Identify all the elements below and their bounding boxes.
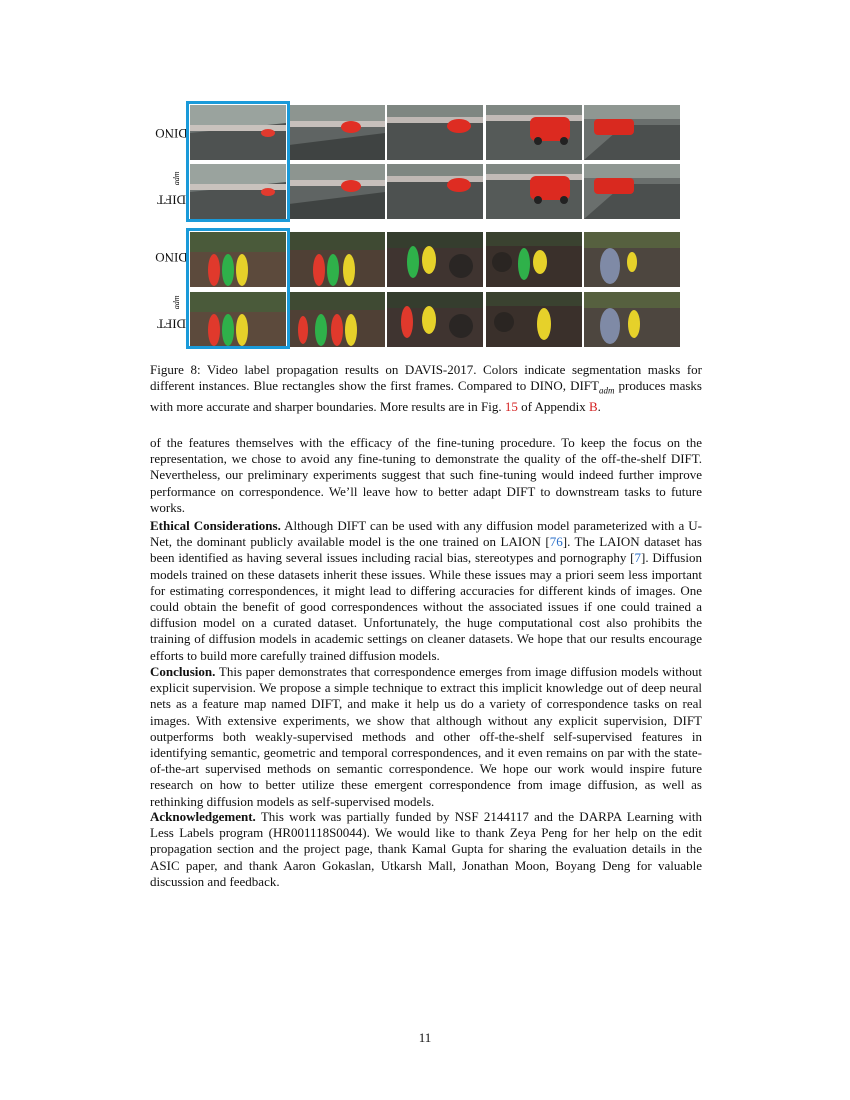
first-frame-rectangle <box>186 228 290 349</box>
frame-image <box>486 164 582 219</box>
row-label-dift-car: $DIFT_{adm}$ <box>156 171 186 208</box>
paragraph-conclusion: Conclusion. This paper demonstrates that correspondence emerges from image diffusion models without explicit supervision. We propose a simple technique to extract this implicit knowledge out of deep neural nets as a feature map named DIFT, and make it help us do a variety of correspondence tasks on real images. With extensive experiments, we show that although without any explicit supervision, DIFT outperforms both weakly-supervised methods and other off-the-shelf self-supervised features in identifying semantic, geometric and temporal correspondences, and it even remains on par with the state-of-the-art supervised methods on semantic correspondence. We hope our work would inspire future research on how to better utilize these emergent correspondence from image diffusion, as well as rethinking diffusion models as self-supervised models. <box>150 664 702 809</box>
page-number: 11 <box>418 1030 432 1045</box>
frame-image <box>387 164 483 219</box>
row-label-dino-car: DINO <box>154 126 188 141</box>
figure-caption: Figure 8: Video label propagation results on DAVIS-2017. Colors indicate segmentation masks for different instances. Blue rectangles show the first frames. Compared to DINO, $DIFT_{adm}$ produces masks with more accurate and sharper boundaries. More results are in Fig. 15 of Appendix B. <box>150 362 702 415</box>
figure-8 <box>154 101 686 349</box>
citation-link[interactable]: 7 <box>634 550 641 566</box>
paragraph-ethical-considerations: Ethical Considerations. Although DIFT can be used with any diffusion model parameterized with a U-Net, the dominant publicly available model is the one trained on LAION [76]. The LAION dataset has been identified as having several issues including racial bias, stereotypes and pornography [7]. Diffusion models trained on these datasets inherit these issues. While these issues may a priori seem less important for estimating correspondences, it might lead to differing accuracies for different kinds of images. One could obtain the benefit of good correspondences without the associated issues if one could trained a diffusion model on a curated dataset. Unfortunately, the huge computational cost also prohibits the training of diffusion models in academic settings on cleaner datasets. We hope that our results encourage efforts to build more carefully trained diffusion models. <box>150 518 703 663</box>
frame-image <box>387 105 483 160</box>
row-label-dift-people: $DIFT_{adm}$ <box>156 295 186 332</box>
section-heading: Conclusion. <box>150 664 216 679</box>
frame-image <box>584 164 680 219</box>
paragraph-fine-tuning: of the features themselves with the efficacy of the fine-tuning procedure. To keep the focus on the representation, we chose to avoid any fine-tuning to demonstrate the quality of the off-the-shelf DIFT. Nevertheless, our preliminary experiments suggest that such fine-tuning would indeed further improve performance on correspondence. We’ll leave how to better adapt DIFT to downstream tasks to future works. <box>150 435 702 515</box>
appendix-reference-link[interactable]: B <box>589 399 598 415</box>
figure-reference-link[interactable]: 15 <box>504 399 518 415</box>
frame-image <box>486 105 582 160</box>
frame-image <box>584 292 680 347</box>
row-label-dino-people: DINO <box>154 250 188 265</box>
frame-image <box>387 232 483 287</box>
first-frame-rectangle <box>186 101 290 222</box>
section-heading: Acknowledgement. <box>150 809 256 824</box>
section-heading: Ethical Considerations. <box>150 518 281 533</box>
frame-image <box>486 292 582 347</box>
frame-image <box>486 232 582 287</box>
citation-link[interactable]: 76 <box>549 534 563 550</box>
frame-image <box>289 232 385 287</box>
paragraph-acknowledgement: Acknowledgement. This work was partially funded by NSF 2144117 and the DARPA Learning with Less Labels program (HR001118S0044). We would like to thank Zeya Peng for her help on the edit propagation section and the project page, thank Kamal Gupta for sharing the evaluation details in the ASIC paper, and thank Aaron Gokaslan, Utkarsh Mall, Jonathan Moon, Boyang Deng for valuable discussion and feedback. <box>150 809 702 889</box>
frame-image <box>289 164 385 219</box>
frame-image <box>289 105 385 160</box>
frame-image <box>584 232 680 287</box>
frame-image <box>387 292 483 347</box>
frame-image <box>289 292 385 347</box>
frame-image <box>584 105 680 160</box>
